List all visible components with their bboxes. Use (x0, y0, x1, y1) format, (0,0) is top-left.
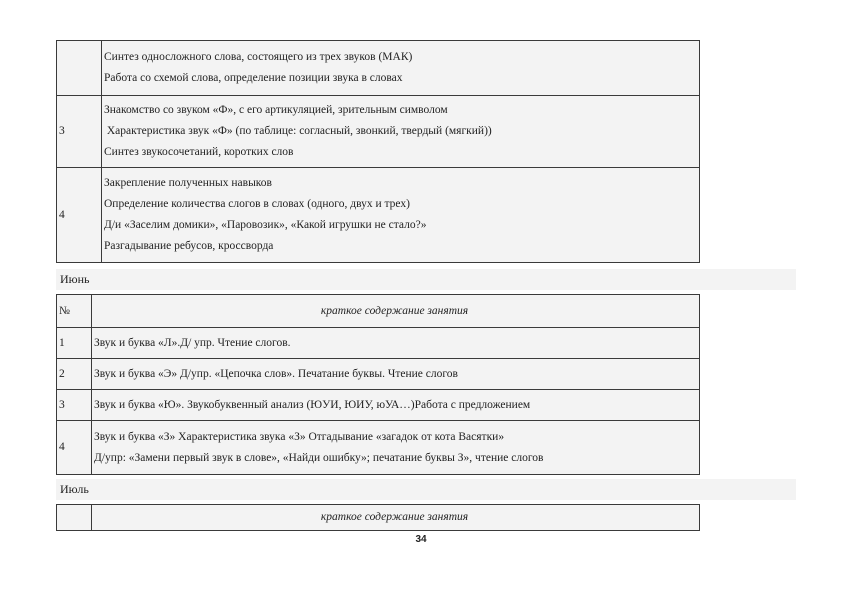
table-row (57, 390, 700, 421)
lesson-table-may (56, 40, 700, 263)
row-content (102, 168, 700, 263)
header-content: краткое содержание занятия (92, 505, 700, 531)
row-number: 3 (57, 96, 102, 168)
table-row (57, 41, 700, 96)
month-heading-july: Июль (56, 479, 796, 500)
content-line: Синтез звукосочетаний, коротких слов (104, 146, 294, 158)
table-row (57, 359, 700, 390)
content-line: Работа со схемой слова, определение позиции звука в словах (104, 72, 403, 84)
header-content: краткое содержание занятия (92, 295, 700, 328)
row-number: 4 (57, 421, 92, 475)
content-line: Звук и буква «Ю». Звукобуквенный анализ (ЮУИ, ЮИУ, юУА…)Работа с предложением (94, 398, 531, 411)
row-number: 3 (57, 390, 92, 421)
table-row (57, 96, 700, 168)
table-header-row (57, 505, 700, 531)
lesson-table-july (56, 504, 700, 531)
row-content (102, 41, 700, 96)
content-line: Знакомство со звуком «Ф», с его артикуляцией, зрительным символом (104, 104, 448, 116)
content-line: Д/упр: «Замени первый звук в слове», «Найди ошибку»; печатание буквы З», чтение слогов (94, 451, 544, 464)
content-line: Закрепление полученных навыков (104, 177, 272, 189)
table-header-row (57, 295, 700, 328)
content-line: Д/и «Заселим домики», «Паровозик», «Какой игрушки не стало?» (104, 219, 427, 231)
lesson-table-june (56, 294, 700, 475)
row-number: 4 (57, 168, 102, 263)
row-content (102, 96, 700, 168)
content-line: Звук и буква «Э» Д/упр. «Цепочка слов». Печатание буквы. Чтение слогов (94, 367, 458, 380)
content-line: Разгадывание ребусов, кроссворда (104, 240, 274, 252)
table-row (57, 328, 700, 359)
row-content (92, 421, 700, 475)
row-number: 2 (57, 359, 92, 390)
row-number: 1 (57, 328, 92, 359)
content-line: Звук и буква «Л».Д/ упр. Чтение слогов. (94, 336, 291, 349)
row-number (57, 41, 102, 96)
content-line: Характеристика звук «Ф» (по таблице: согласный, звонкий, твердый (мягкий)) (104, 125, 492, 137)
month-heading-june: Июнь (56, 269, 796, 290)
page-number: 34 (415, 534, 427, 545)
content-line: Синтез односложного слова, состоящего из трех звуков (МАК) (104, 51, 413, 63)
row-content (92, 359, 700, 390)
table-row (57, 421, 700, 475)
table-row (57, 168, 700, 263)
row-content (92, 328, 700, 359)
header-number (57, 505, 92, 531)
content-line: Определение количества слогов в словах (одного, двух и трех) (104, 198, 410, 210)
row-content (92, 390, 700, 421)
content-line: Звук и буква «З» Характеристика звука «З» Отгадывание «загадок от кота Васятки» (94, 430, 505, 443)
header-number: № (57, 295, 92, 328)
